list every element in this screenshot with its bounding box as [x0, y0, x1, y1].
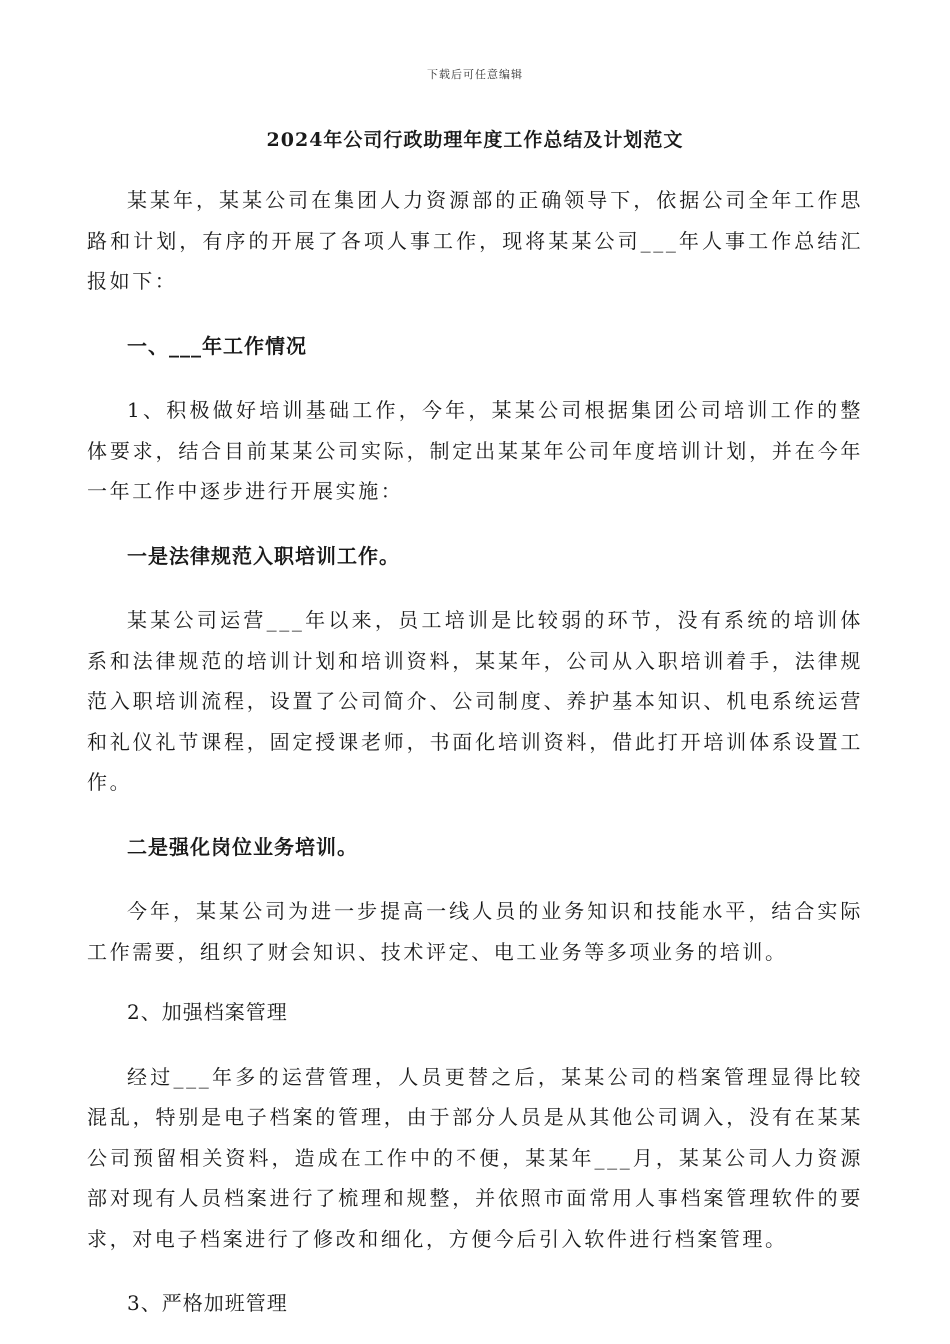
document-body — [87, 180, 863, 1324]
item-3-heading: 3、严格加班管理 — [127, 1291, 288, 1315]
item-2-paragraph: 经过___年多的运营管理，人员更替之后，某某公司的档案管理显得比较混乱，特别是电子档案的管理，由于部分人员是从其他公司调入，没有在某某公司预留相关资料，造成在工作中的不便，某某年___月，某某公司人力资源部对现有人员档案进行了梳理和规整，并依照市面常用人事档案管理软件的要求，对电子档案进行了修改和细化，方便今后引入软件进行档案管理。 — [87, 1064, 863, 1251]
item-2-heading: 2、加强档案管理 — [127, 1000, 288, 1024]
document-title: 2024年公司行政助理年度工作总结及计划范文 — [266, 129, 684, 151]
header-note: 下载后可任意编辑 — [427, 68, 523, 81]
sub-1-paragraph: 某某公司运营___年以来，员工培训是比较弱的环节，没有系统的培训体系和法律规范的培训计划和培训资料，某某年，公司从入职培训着手，法律规范入职培训流程，设置了公司简介、公司制度、养护基本知识、机电系统运营和礼仪礼节课程，固定授课老师，书面化培训资料，借此打开培训体系设置工作。 — [87, 608, 863, 794]
sub-heading-2: 二是强化岗位业务培训。 — [127, 834, 358, 859]
section-heading: 一、___年工作情况 — [127, 333, 307, 358]
sub-2-paragraph: 今年，某某公司为进一步提高一线人员的业务知识和技能水平，结合实际工作需要，组织了财会知识、技术评定、电工业务等多项业务的培训。 — [87, 899, 863, 964]
item-1-paragraph: 1、积极做好培训基础工作，今年，某某公司根据集团公司培训工作的整体要求，结合目前某某公司实际，制定出某某年公司年度培训计划，并在今年一年工作中逐步进行开展实施： — [87, 398, 863, 503]
sub-heading-1: 一是法律规范入职培训工作。 — [127, 543, 400, 568]
intro-paragraph: 某某年，某某公司在集团人力资源部的正确领导下，依据公司全年工作思路和计划，有序的开展了各项人事工作，现将某某公司___年人事工作总结汇报如下： — [87, 188, 863, 293]
